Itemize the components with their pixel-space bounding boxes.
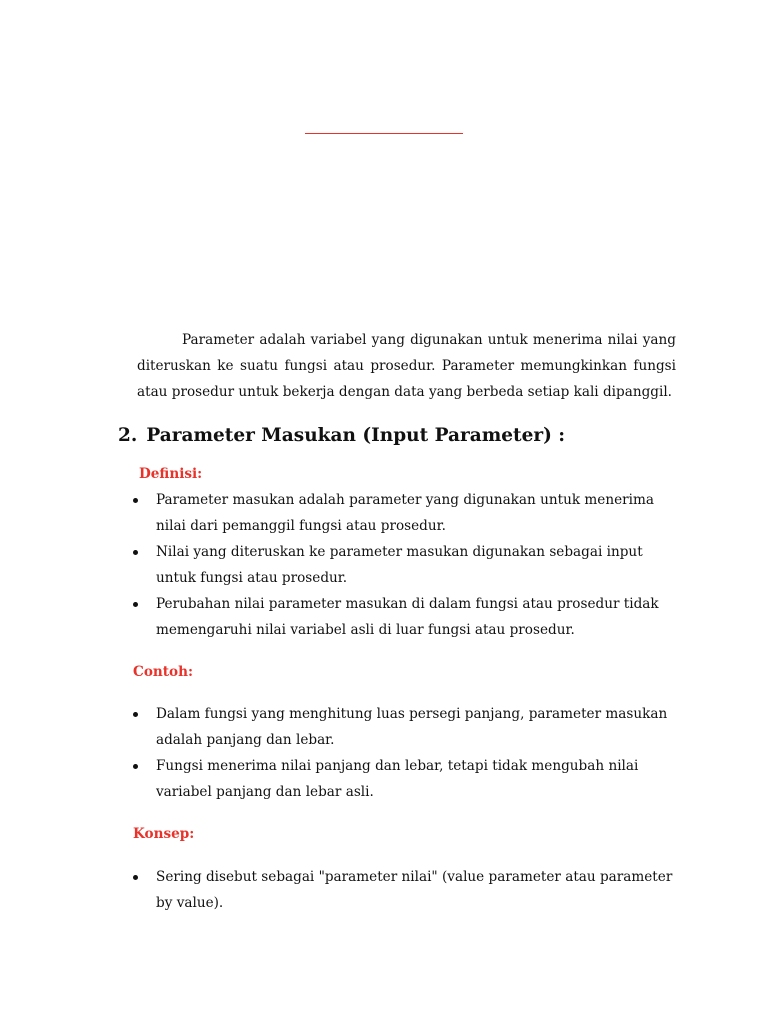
bullet-icon <box>133 764 138 769</box>
bullet-icon <box>133 712 138 717</box>
konsep-list <box>133 864 678 916</box>
contoh-list <box>133 701 678 805</box>
contoh-label: Contoh: <box>133 664 194 680</box>
list-item <box>133 591 678 643</box>
section-title: Parameter Masukan (Input Parameter) : <box>146 425 566 446</box>
bullet-icon <box>133 498 138 503</box>
intro-paragraph: Parameter adalah variabel yang digunakan untuk menerima nilai yang diteruskan ke suatu fungsi atau prosedur. Parameter memungkinkan fungsi atau prosedur untuk bekerja dengan data yang berbeda setiap kali dipanggil. <box>137 332 676 400</box>
list-item <box>133 864 678 916</box>
section-heading <box>118 423 565 449</box>
list-item <box>133 701 678 753</box>
list-item-text: Perubahan nilai parameter masukan di dalam fungsi atau prosedur tidak memengaruhi nilai variabel asli di luar fungsi atau prosedur. <box>156 596 659 638</box>
konsep-label: Konsep: <box>133 826 195 842</box>
list-item <box>133 753 678 805</box>
header-red-rule <box>305 133 463 134</box>
list-item-text: Parameter masukan adalah parameter yang digunakan untuk menerima nilai dari pemanggil fungsi atau prosedur. <box>156 492 654 534</box>
list-item-text: Sering disebut sebagai "parameter nilai" (value parameter atau parameter by value). <box>156 869 673 911</box>
bullet-icon <box>133 602 138 607</box>
list-item-text: Nilai yang diteruskan ke parameter masukan digunakan sebagai input untuk fungsi atau prosedur. <box>156 544 643 586</box>
section-number: 2. <box>118 425 138 446</box>
definisi-list <box>133 487 678 643</box>
list-item <box>133 487 678 539</box>
bullet-icon <box>133 875 138 880</box>
list-item-text: Fungsi menerima nilai panjang dan lebar, tetapi tidak mengubah nilai variabel panjang dan lebar asli. <box>156 758 639 800</box>
definisi-label: Definisi: <box>139 466 203 482</box>
list-item-text: Dalam fungsi yang menghitung luas persegi panjang, parameter masukan adalah panjang dan lebar. <box>156 706 668 748</box>
bullet-icon <box>133 550 138 555</box>
list-item <box>133 539 678 591</box>
